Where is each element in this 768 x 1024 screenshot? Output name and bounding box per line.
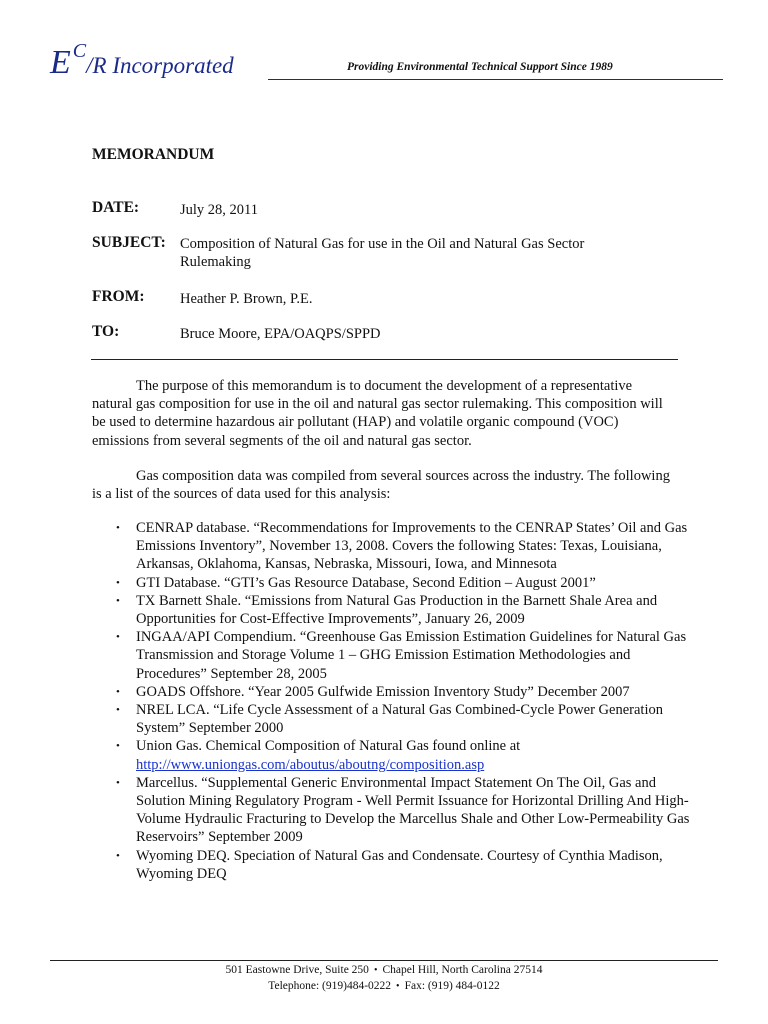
bullet-icon: • (116, 631, 120, 644)
from-label: FROM: (92, 288, 145, 305)
subject-label: SUBJECT: (92, 234, 166, 251)
bullet-icon: • (116, 849, 120, 862)
source-ingaa (92, 628, 692, 683)
source-wyoming (92, 847, 692, 883)
intro-paragraph: The purpose of this memorandum is to document the development of a representative natural gas composition for use in the oil and natural gas sector rulemaking. This composition will be used to determine hazardous air pollutant (HAP) and volatile organic compound (VOC) emissions from several segments of the oil and natural gas sector. (92, 378, 663, 449)
separator-icon: • (373, 965, 378, 976)
footer-address (0, 964, 768, 976)
bullet-icon: • (116, 522, 120, 534)
bullet-icon: • (116, 685, 120, 698)
footer-contact (0, 980, 768, 992)
subject-value: Composition of Natural Gas for use in the Oil and Natural Gas Sector Rulemaking (180, 236, 585, 270)
date-value: July 28, 2011 (180, 202, 259, 218)
from-value: Heather P. Brown, P.E. (180, 291, 313, 307)
footer-street: 501 Eastowne Drive, Suite 250 (225, 964, 369, 976)
source-union-gas (92, 737, 692, 773)
source-text: NREL LCA. “Life Cycle Assessment of a Natural Gas Combined-Cycle Power Generation System” September 2000 (136, 702, 663, 737)
source-marcellus (92, 774, 692, 847)
source-goads (92, 683, 692, 701)
union-gas-link[interactable]: http://www.uniongas.com/aboutus/aboutng/composition.asp (136, 756, 485, 773)
bullet-icon: • (116, 594, 120, 607)
footer-telephone: Telephone: (919)484-0222 (268, 980, 392, 992)
company-logo (50, 40, 234, 82)
logo-letter-e: E (50, 44, 71, 81)
date-label: DATE: (92, 199, 140, 216)
source-barnett (92, 592, 692, 628)
to-value: Bruce Moore, EPA/OAQPS/SPPD (180, 326, 381, 342)
source-text: TX Barnett Shale. “Emissions from Natural Gas Production in the Barnett Shale Area and Opportunities for Cost-Effective Improvements”, January 26, 2009 (136, 592, 658, 628)
source-text: CENRAP database. “Recommendations for Improvements to the CENRAP States’ Oil and Gas Emissions Inventory”, November 13, 2008. Covers the following States: Texas, Louisiana, Arkansas, Oklahoma, Kansas, Nebraska, Missouri, Iowa, and Minnesota (136, 520, 688, 573)
footer-city: Chapel Hill, North Carolina 27514 (382, 964, 543, 976)
footer-fax: Fax: (919) 484-0122 (404, 980, 500, 992)
logo-superscript-c: C (72, 40, 87, 62)
separator-icon: • (396, 981, 400, 992)
logo-company-name: /R Incorporated (86, 53, 234, 78)
sources-intro-paragraph: Gas composition data was compiled from several sources across the industry. The following is a list of the sources of data used for this analysis: (92, 468, 670, 503)
to-label: TO: (92, 323, 120, 340)
footer-rule (50, 960, 718, 961)
company-tagline: Providing Environmental Technical Support Since 1989 (347, 61, 613, 73)
source-nrel (92, 701, 692, 737)
source-text: Wyoming DEQ. Speciation of Natural Gas and Condensate. Courtesy of Cynthia Madison, Wyoming DEQ (136, 847, 663, 882)
source-cenrap (92, 519, 692, 574)
memo-divider (91, 359, 678, 360)
source-text: Union Gas. Chemical Composition of Natural Gas found online at (136, 738, 521, 755)
header-rule (268, 79, 723, 80)
bullet-icon: • (116, 776, 120, 789)
source-text: INGAA/API Compendium. “Greenhouse Gas Emission Estimation Guidelines for Natural Gas Transmission and Storage Volume 1 – GHG Emission Estimation Methodologies and Procedures” September 28, 2005 (136, 629, 687, 682)
source-text: GOADS Offshore. “Year 2005 Gulfwide Emission Inventory Study” December 2007 (136, 683, 630, 700)
source-text: GTI Database. “GTI’s Gas Resource Database, Second Edition – August 2001” (136, 574, 596, 591)
bullet-icon: • (116, 576, 120, 589)
bullet-icon: • (116, 740, 120, 753)
sources-list (92, 519, 692, 883)
source-text: Marcellus. “Supplemental Generic Environmental Impact Statement On The Oil, Gas and Solution Mining Regulatory Program - Well Permit Issuance for Horizontal Drilling And High-Volume Hydraulic Fracturing to Develop the Marcellus Shale and Other Low-Permeability Gas Reservoirs” September 2009 (136, 774, 690, 846)
memo-title: MEMORANDUM (92, 146, 215, 163)
bullet-icon: • (116, 704, 120, 717)
source-gti (92, 574, 692, 592)
